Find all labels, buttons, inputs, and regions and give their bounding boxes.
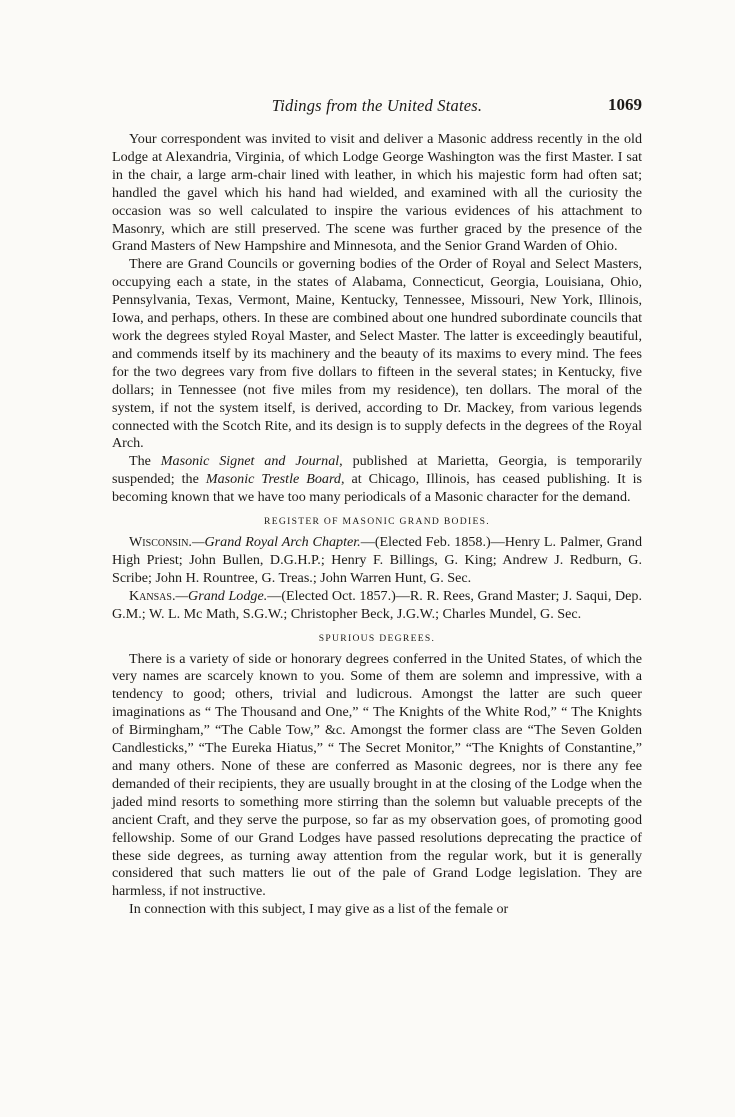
register-entry-kansas: [112, 588, 642, 624]
grand-body-name: —Grand Lodge.: [175, 587, 268, 604]
section-heading-spurious-degrees: SPURIOUS DEGREES.: [318, 632, 436, 644]
text-run: , at Chicago, Illinois, has ceased publishing. It is becoming known that we have too many periodicals of a Masonic character for the demand.: [112, 471, 642, 506]
periodical-title: Masonic Trestle Board: [205, 471, 341, 488]
grand-body-name: —Grand Royal Arch Chapter.: [191, 534, 361, 551]
officer-list: —(Elected Oct. 1857.)—R. R. Rees, Grand Master; J. Saqui, Dep. G.M.; W. L. Mc Math, S.G.W.; Christopher Beck, J.G.W.; Charles Mundel, G. Sec.: [112, 587, 642, 622]
paragraph-alexandria-visit: Your correspondent was invited to visit and deliver a Masonic address recently in the old Lodge at Alexandria, Virginia, of which Lodge George Washington was the first Master. I sat in the chair, a large arm-chair lined with leather, in which his majestic form had often sat; handled the gavel which his hand had wielded, and examined with all the curiosity the occasion was so well calculated to inspire the various evidences of his attachment to Masonry, which are still preserved. The scene was further graced by the presence of the Grand Masters of New Hampshire and Minnesota, and the Senior Grand Warden of Ohio.: [112, 131, 642, 255]
paragraph-female-degrees: In connection with this subject, I may give as a list of the female or: [129, 901, 509, 918]
register-entry-wisconsin: [112, 534, 642, 588]
text-run: , published at Marietta, Georgia, is temporarily suspended; the: [112, 453, 642, 488]
periodical-title: Masonic Signet and Journal: [160, 453, 340, 470]
paragraph-masonic-periodicals: [112, 453, 642, 507]
running-title: Tidings from the United States.: [271, 96, 483, 115]
page-number: 1069: [608, 95, 642, 114]
paragraph-grand-councils: There are Grand Councils or governing bodies of the Order of Royal and Select Masters, occupying each a state, in the states of Alabama, Connecticut, Georgia, Louisiana, Ohio, Pennsylvania, Texas, Vermont, Maine, Kentucky, Tennessee, Missouri, New York, Illinois, Iowa, and perhaps, others. In these are combined about one hundred subordinate councils that work the degrees styled Royal Master, and Select Master. The latter is exceedingly beautiful, and commends itself by its machinery and the beauty of its maxims to every mind. The fees for the two degrees vary from five dollars to fifteen in the several states; in Kentucky, five dollars; in Tennessee (not five miles from my residence), ten dollars. The moral of the system, if not the system itself, is derived, according to Dr. Mackey, from various legends connected with the Scotch Rite, and its design is to supply defects in the degrees of the Royal Arch.: [112, 256, 642, 452]
paragraph-side-degrees: There is a variety of side or honorary degrees conferred in the United States, of which the very names are scarcely known to you. Some of them are solemn and impressive, with a tendency to good; others, trivial and ludicrous. Amongst the latter are such queer imaginations as “ The Thousand and One,” “ The Knights of the White Rod,” “ The Knights of Birmingham,” “The Cable Tow,” &c. Amongst the former class are “The Seven Golden Candlesticks,” “The Eureka Hiatus,” “ The Secret Monitor,” “The Knights of Constantine,” and many others. None of these are conferred as Masonic degrees, nor is there any fee demanded of their recipients, they are usually brought in at the closing of the Lodge when the jaded mind resorts to something more stirring than the solemn but valuable precepts of the ancient Craft, and they serve the purpose, so far as my observation goes, of promoting good fellowship. Some of our Grand Lodges have passed resolutions deprecating the practice of these side degrees, as turning away attention from the regular work, but it is generally considered that such matters lie out of the pale of Grand Lodge legislation. They are harmless, if not instructive.: [112, 650, 642, 900]
state-name: Wisconsin.: [129, 534, 192, 551]
state-name: Kansas.: [129, 587, 176, 604]
officer-list: —(Elected Feb. 1858.)—Henry L. Palmer, Grand High Priest; John Bullen, D.G.H.P.; Henry F. Billings, G. King; Andrew J. Redburn, G. Scribe; John H. Rountree, G. Treas.; John Warren Hunt, G. Sec.: [112, 534, 642, 586]
text-run: The: [129, 453, 161, 470]
article-body: [112, 131, 642, 919]
section-heading-register: REGISTER OF MASONIC GRAND BODIES.: [264, 516, 490, 528]
page-header: [112, 96, 642, 118]
